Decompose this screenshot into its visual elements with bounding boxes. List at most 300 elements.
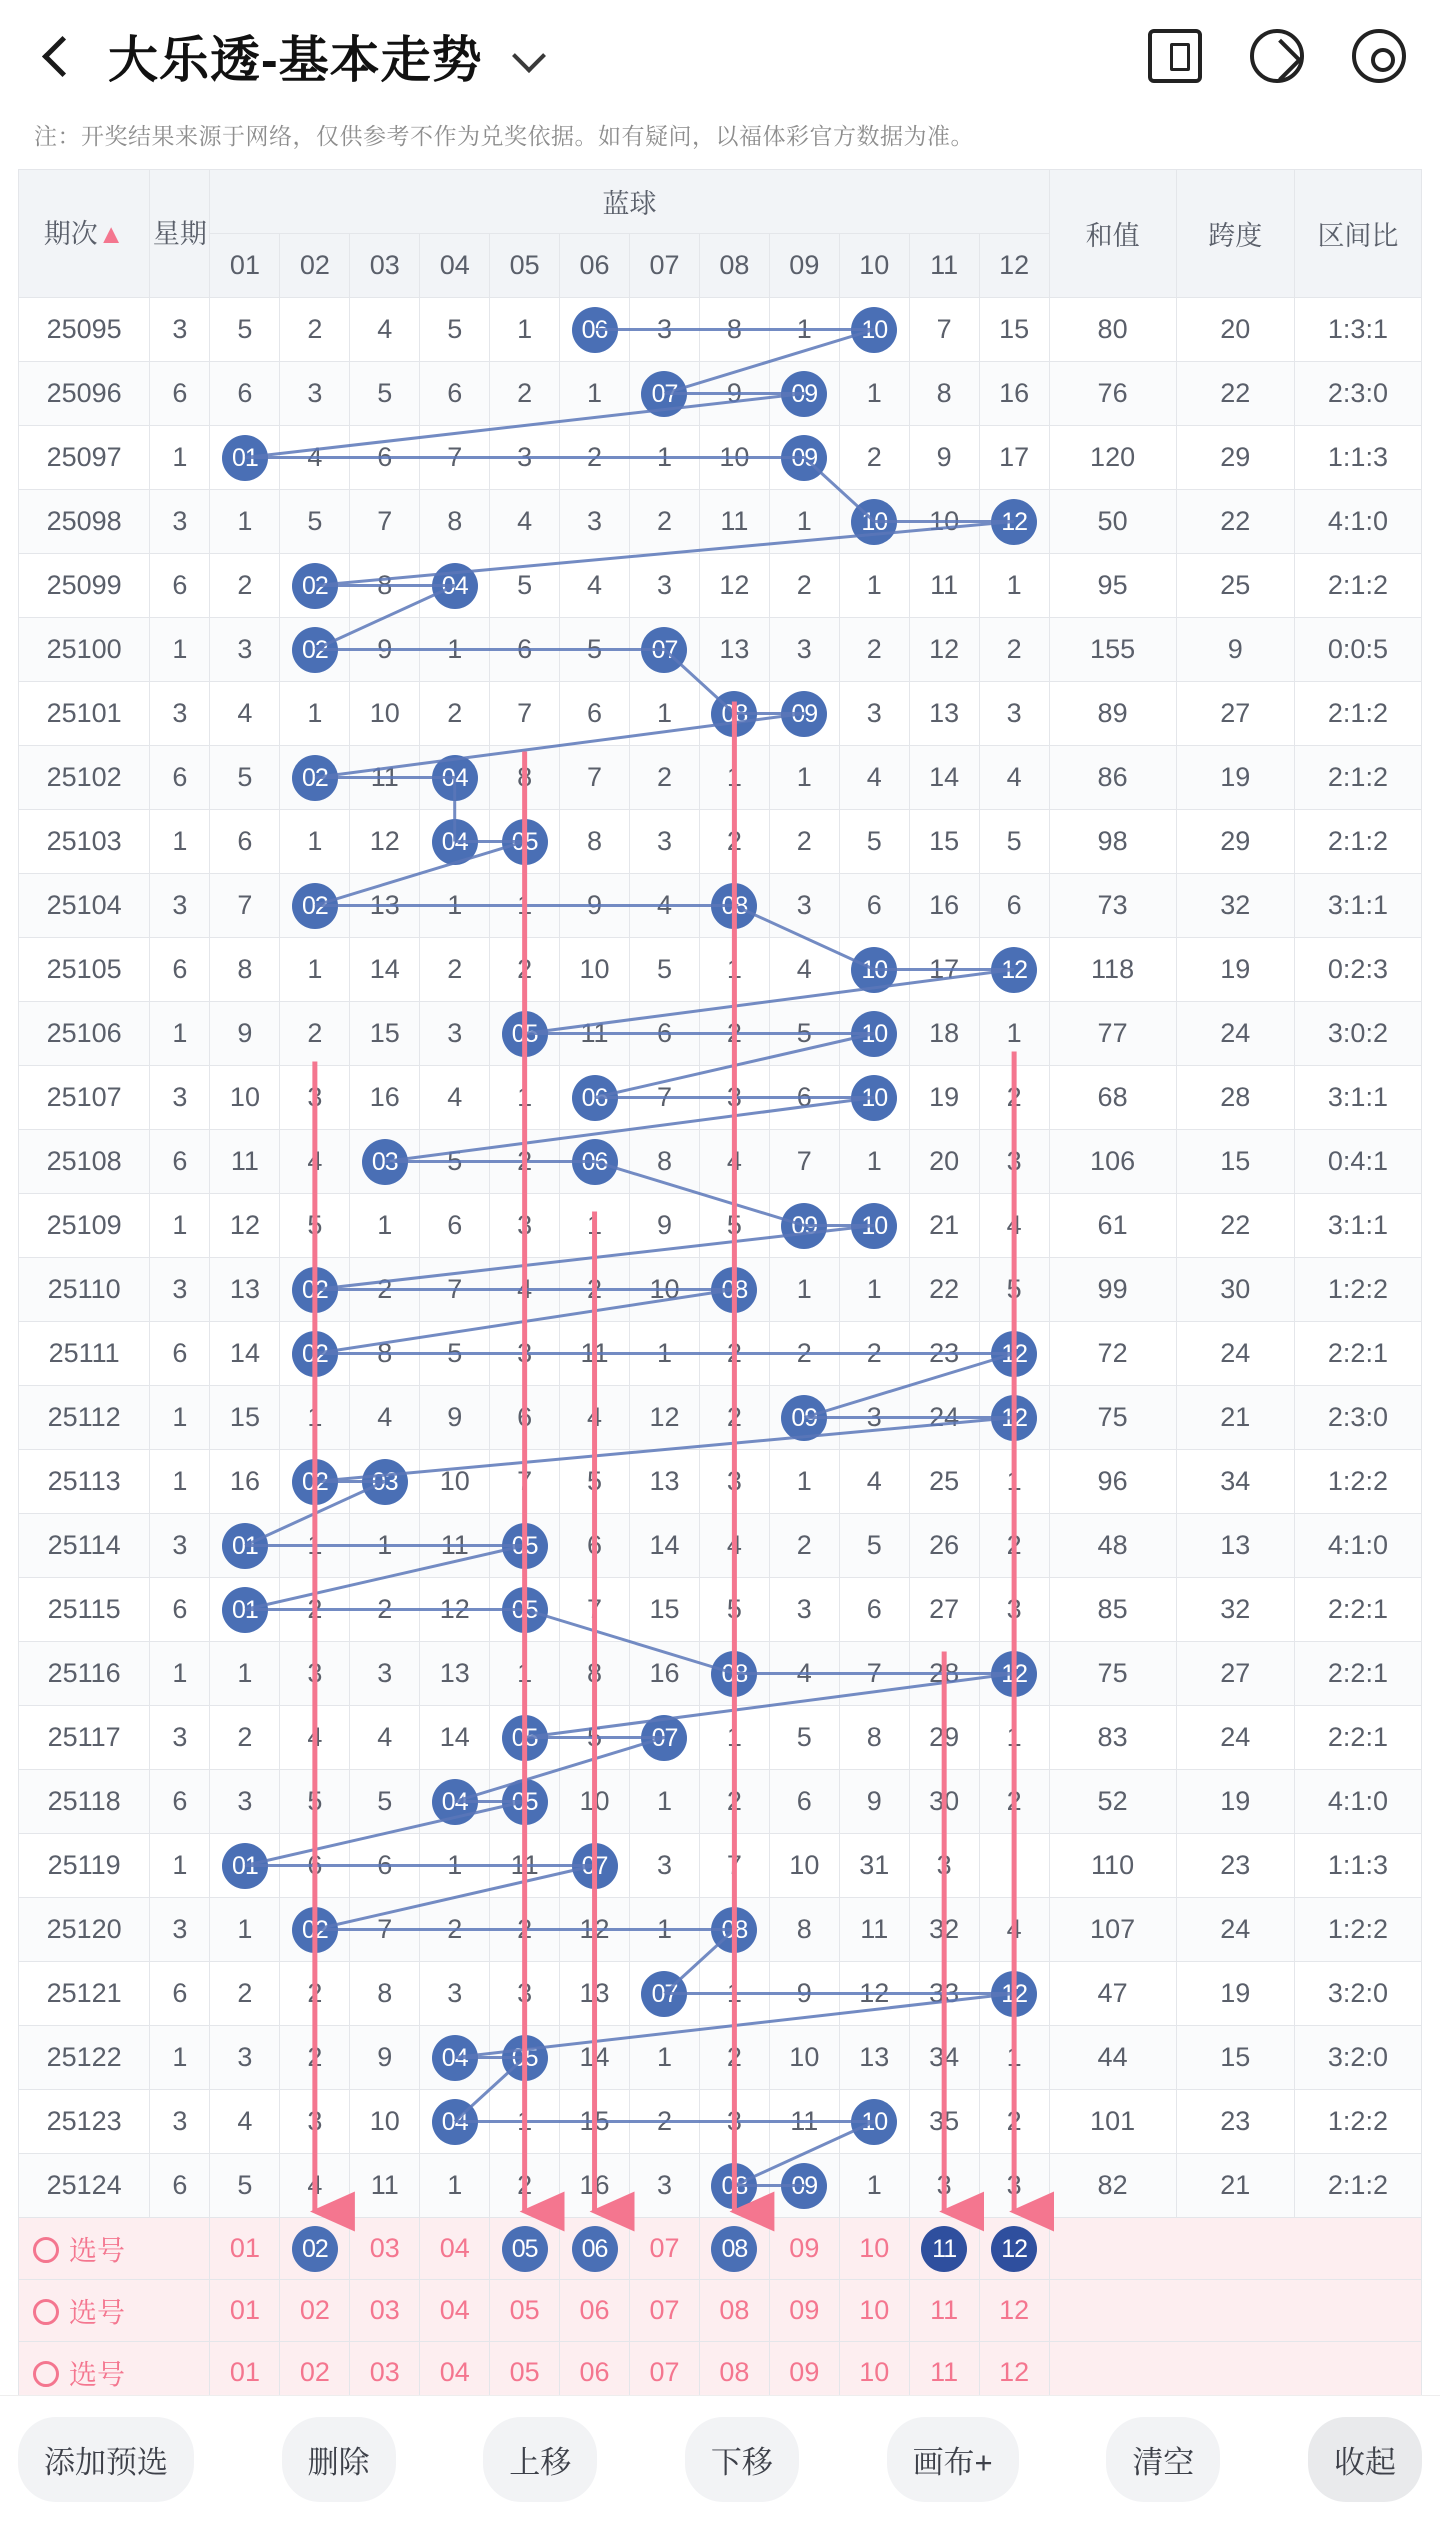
cell-ball[interactable]: 5: [490, 554, 560, 618]
cell-ball[interactable]: 3: [210, 2026, 280, 2090]
radio-unchecked-icon[interactable]: [33, 2361, 59, 2387]
cell-ball-hit[interactable]: 09: [769, 426, 839, 490]
canvas-add-button[interactable]: 画布+: [887, 2417, 1019, 2502]
cell-ball[interactable]: 4: [769, 1642, 839, 1706]
cell-ball[interactable]: 5: [560, 618, 630, 682]
cell-ball[interactable]: 3: [699, 1066, 769, 1130]
selector-ball-selected[interactable]: 05: [490, 2218, 560, 2280]
cell-ball[interactable]: 6: [560, 682, 630, 746]
cell-ball[interactable]: 3: [699, 1450, 769, 1514]
cell-ball-hit[interactable]: 06: [560, 1066, 630, 1130]
cell-ball[interactable]: 7: [699, 1834, 769, 1898]
cell-ball[interactable]: 3: [979, 682, 1049, 746]
cell-ball-hit[interactable]: 05: [490, 1514, 560, 1578]
cell-ball-hit[interactable]: 04: [420, 2026, 490, 2090]
cell-issue[interactable]: 25096: [19, 362, 150, 426]
col-header-issue[interactable]: 期次▲: [19, 170, 150, 298]
cell-issue[interactable]: 25100: [19, 618, 150, 682]
selector-ball[interactable]: 01: [210, 2280, 280, 2342]
cell-ball[interactable]: 4: [280, 2154, 350, 2218]
selector-ball[interactable]: 03: [350, 2280, 420, 2342]
cell-ball-hit[interactable]: 05: [490, 810, 560, 874]
cell-ball-hit[interactable]: 04: [420, 746, 490, 810]
cell-ball-hit[interactable]: 09: [769, 1386, 839, 1450]
selector-ball[interactable]: 04: [420, 2342, 490, 2404]
table-row[interactable]: [19, 1066, 1422, 1130]
selector-ball[interactable]: 11: [909, 2342, 979, 2404]
cell-ball-hit[interactable]: 02: [280, 1258, 350, 1322]
radio-unchecked-icon[interactable]: [33, 2237, 59, 2263]
clear-button[interactable]: 清空: [1106, 2417, 1220, 2502]
cell-ball[interactable]: 6: [560, 1514, 630, 1578]
cell-ball[interactable]: 10: [350, 2090, 420, 2154]
cell-ball-hit[interactable]: 02: [280, 1898, 350, 1962]
col-header-ball-03[interactable]: 03: [350, 234, 420, 298]
cell-ball[interactable]: 5: [420, 1130, 490, 1194]
cell-ball[interactable]: 8: [350, 1962, 420, 2026]
cell-ball[interactable]: 3: [630, 810, 700, 874]
selector-ball-selected[interactable]: 06: [560, 2218, 630, 2280]
cell-issue[interactable]: 25123: [19, 2090, 150, 2154]
cell-ball[interactable]: 2: [769, 810, 839, 874]
cell-ball[interactable]: 15: [630, 1578, 700, 1642]
cell-ball[interactable]: 9: [630, 1194, 700, 1258]
col-header-span[interactable]: 跨度: [1176, 170, 1294, 298]
selector-ball-selected[interactable]: 12: [979, 2218, 1049, 2280]
cell-ball[interactable]: 3: [560, 490, 630, 554]
cell-ball[interactable]: 3: [769, 1578, 839, 1642]
cell-ball-hit[interactable]: 10: [839, 2090, 909, 2154]
cell-ball[interactable]: 3: [350, 1642, 420, 1706]
col-header-ball-11[interactable]: 11: [909, 234, 979, 298]
cell-ball[interactable]: 9: [699, 362, 769, 426]
cell-ball[interactable]: 1: [560, 1194, 630, 1258]
selector-ball[interactable]: 10: [839, 2218, 909, 2280]
cell-ball[interactable]: 5: [560, 1706, 630, 1770]
cell-ball[interactable]: 7: [630, 1066, 700, 1130]
table-row[interactable]: [19, 1706, 1422, 1770]
cell-issue[interactable]: 25097: [19, 426, 150, 490]
cell-ball-hit[interactable]: 06: [560, 1130, 630, 1194]
cell-ball[interactable]: 2: [630, 746, 700, 810]
cell-ball[interactable]: 9: [210, 1002, 280, 1066]
table-row[interactable]: [19, 874, 1422, 938]
cell-ball[interactable]: 11: [350, 2154, 420, 2218]
panel-icon[interactable]: [1148, 29, 1202, 83]
selector-ball-selected[interactable]: 02: [280, 2218, 350, 2280]
cell-ball[interactable]: 1: [210, 490, 280, 554]
cell-ball-hit[interactable]: 09: [769, 1194, 839, 1258]
cell-ball[interactable]: 1: [420, 2154, 490, 2218]
selector-ball[interactable]: 07: [630, 2342, 700, 2404]
cell-ball[interactable]: 16: [210, 1450, 280, 1514]
table-row[interactable]: [19, 1898, 1422, 1962]
cell-ball[interactable]: 13: [560, 1962, 630, 2026]
cell-ball[interactable]: 4: [490, 490, 560, 554]
cell-ball[interactable]: 4: [350, 1706, 420, 1770]
cell-ball[interactable]: 9: [560, 874, 630, 938]
table-row[interactable]: [19, 490, 1422, 554]
cell-ball-hit[interactable]: 12: [979, 938, 1049, 1002]
selector-row[interactable]: [19, 2218, 1422, 2280]
cell-ball[interactable]: 1: [630, 1898, 700, 1962]
target-icon[interactable]: [1352, 29, 1406, 83]
cell-ball[interactable]: 5: [210, 298, 280, 362]
cell-ball[interactable]: 10: [769, 2026, 839, 2090]
selector-ball[interactable]: 01: [210, 2342, 280, 2404]
selector-ball[interactable]: 04: [420, 2280, 490, 2342]
table-row[interactable]: [19, 1962, 1422, 2026]
cell-ball[interactable]: 4: [280, 1130, 350, 1194]
cell-ball-hit[interactable]: 08: [699, 1898, 769, 1962]
cell-ball[interactable]: 13: [909, 682, 979, 746]
cell-ball[interactable]: 1: [280, 938, 350, 1002]
cell-ball[interactable]: 1: [280, 682, 350, 746]
cell-ball[interactable]: 3: [490, 426, 560, 490]
cell-ball[interactable]: 2: [699, 810, 769, 874]
col-header-ball-09[interactable]: 09: [769, 234, 839, 298]
cell-ball[interactable]: 2: [769, 1322, 839, 1386]
cell-ball[interactable]: 14: [210, 1322, 280, 1386]
cell-ball[interactable]: 1: [490, 874, 560, 938]
cell-ball[interactable]: 28: [909, 1642, 979, 1706]
cell-ball[interactable]: 2: [769, 1514, 839, 1578]
cell-ball[interactable]: 16: [560, 2154, 630, 2218]
table-row[interactable]: [19, 1130, 1422, 1194]
cell-ball[interactable]: 10: [699, 426, 769, 490]
cell-ball[interactable]: 8: [490, 746, 560, 810]
cell-ball[interactable]: 2: [699, 1002, 769, 1066]
cell-issue[interactable]: 25106: [19, 1002, 150, 1066]
cell-ball[interactable]: 1: [979, 1450, 1049, 1514]
cell-ball-hit[interactable]: 05: [490, 1770, 560, 1834]
cell-ball[interactable]: 5: [210, 2154, 280, 2218]
cell-issue[interactable]: 25105: [19, 938, 150, 1002]
cell-ball[interactable]: 3: [839, 682, 909, 746]
table-row[interactable]: [19, 938, 1422, 1002]
selector-ball[interactable]: 10: [839, 2342, 909, 2404]
cell-ball[interactable]: 6: [630, 1002, 700, 1066]
cell-ball-hit[interactable]: 10: [839, 1002, 909, 1066]
cell-ball[interactable]: 3: [490, 1322, 560, 1386]
cell-ball[interactable]: 3: [280, 2090, 350, 2154]
cell-ball[interactable]: 9: [350, 618, 420, 682]
cell-ball[interactable]: 1: [769, 746, 839, 810]
cell-ball[interactable]: 1: [280, 1386, 350, 1450]
cell-ball[interactable]: 1: [769, 1450, 839, 1514]
cell-ball[interactable]: 1: [350, 1514, 420, 1578]
cell-issue[interactable]: 25110: [19, 1258, 150, 1322]
cell-ball-hit[interactable]: 04: [420, 810, 490, 874]
cell-ball-hit[interactable]: 04: [420, 1770, 490, 1834]
cell-ball[interactable]: 25: [909, 1450, 979, 1514]
chevron-down-icon[interactable]: [509, 36, 549, 76]
cell-ball[interactable]: 3: [839, 1386, 909, 1450]
cell-ball[interactable]: 2: [839, 618, 909, 682]
cell-ball[interactable]: 4: [420, 1066, 490, 1130]
selector-ball[interactable]: 03: [350, 2342, 420, 2404]
cell-ball-hit[interactable]: 02: [280, 618, 350, 682]
cell-ball[interactable]: 1: [630, 1322, 700, 1386]
col-header-ball-07[interactable]: 07: [630, 234, 700, 298]
col-header-ball-08[interactable]: 08: [699, 234, 769, 298]
cell-ball[interactable]: 12: [420, 1578, 490, 1642]
cell-ball[interactable]: 12: [630, 1386, 700, 1450]
selector-ball[interactable]: 09: [769, 2218, 839, 2280]
cell-ball[interactable]: 3: [769, 618, 839, 682]
cell-ball[interactable]: 15: [909, 810, 979, 874]
cell-ball-hit[interactable]: 09: [769, 362, 839, 426]
table-row[interactable]: [19, 1834, 1422, 1898]
cell-ball[interactable]: 2: [490, 362, 560, 426]
cell-ball[interactable]: 2: [280, 298, 350, 362]
cell-ball[interactable]: 33: [909, 1962, 979, 2026]
add-preselect-button[interactable]: 添加预选: [18, 2417, 194, 2502]
col-header-ball-05[interactable]: 05: [490, 234, 560, 298]
cell-ball[interactable]: 32: [909, 1898, 979, 1962]
cell-ball[interactable]: 6: [420, 1194, 490, 1258]
selector-ball[interactable]: 02: [280, 2342, 350, 2404]
cell-ball[interactable]: 7: [420, 1258, 490, 1322]
col-header-ball-12[interactable]: 12: [979, 234, 1049, 298]
cell-ball[interactable]: 6: [839, 874, 909, 938]
cell-ball[interactable]: 2: [420, 938, 490, 1002]
cell-ball[interactable]: 1: [420, 874, 490, 938]
cell-ball[interactable]: 10: [560, 1770, 630, 1834]
cell-ball-hit[interactable]: 10: [839, 938, 909, 1002]
col-header-ball-04[interactable]: 04: [420, 234, 490, 298]
cell-ball[interactable]: 7: [769, 1130, 839, 1194]
cell-issue[interactable]: 25116: [19, 1642, 150, 1706]
cell-ball[interactable]: 8: [560, 810, 630, 874]
cell-ball[interactable]: 34: [909, 2026, 979, 2090]
cell-ball[interactable]: 10: [560, 938, 630, 1002]
cell-ball-hit[interactable]: 01: [210, 1834, 280, 1898]
cell-ball[interactable]: 2: [560, 426, 630, 490]
table-row[interactable]: [19, 1770, 1422, 1834]
cell-ball[interactable]: 11: [839, 1898, 909, 1962]
cell-ball[interactable]: 2: [630, 490, 700, 554]
cell-ball[interactable]: 12: [909, 618, 979, 682]
cell-ball[interactable]: 1: [699, 1706, 769, 1770]
cell-ball[interactable]: 11: [699, 490, 769, 554]
cell-ball[interactable]: 5: [769, 1706, 839, 1770]
cell-ball[interactable]: 3: [909, 2154, 979, 2218]
cell-ball[interactable]: 13: [420, 1642, 490, 1706]
cell-ball-hit[interactable]: 10: [839, 1066, 909, 1130]
table-row[interactable]: [19, 298, 1422, 362]
cell-ball[interactable]: 4: [560, 1386, 630, 1450]
cell-ball[interactable]: 11: [560, 1322, 630, 1386]
cell-ball[interactable]: 2: [979, 1066, 1049, 1130]
cell-ball[interactable]: 3: [630, 2154, 700, 2218]
cell-ball[interactable]: 19: [909, 1066, 979, 1130]
cell-ball-hit[interactable]: 03: [350, 1450, 420, 1514]
cell-ball[interactable]: 11: [769, 2090, 839, 2154]
cell-ball[interactable]: 8: [350, 554, 420, 618]
cell-ball[interactable]: 12: [560, 1898, 630, 1962]
cell-ball-hit[interactable]: 12: [979, 1322, 1049, 1386]
cell-ball[interactable]: 4: [280, 426, 350, 490]
cell-ball[interactable]: 6: [769, 1066, 839, 1130]
cell-ball[interactable]: 9: [420, 1386, 490, 1450]
selector-ball[interactable]: 09: [769, 2280, 839, 2342]
cell-ball[interactable]: 4: [560, 554, 630, 618]
cell-ball[interactable]: 20: [909, 1130, 979, 1194]
cell-ball-hit[interactable]: 09: [769, 2154, 839, 2218]
cell-ball[interactable]: 3: [280, 1642, 350, 1706]
cell-issue[interactable]: 25099: [19, 554, 150, 618]
cell-ball-hit[interactable]: 08: [699, 2154, 769, 2218]
cell-ball[interactable]: 3: [909, 1834, 979, 1898]
cell-ball[interactable]: 1: [769, 298, 839, 362]
cell-ball[interactable]: 5: [280, 1194, 350, 1258]
cell-ball[interactable]: 8: [769, 1898, 839, 1962]
cell-ball-hit[interactable]: 05: [490, 1706, 560, 1770]
cell-ball[interactable]: 1: [839, 1258, 909, 1322]
selector-ball[interactable]: 11: [909, 2280, 979, 2342]
selector-ball[interactable]: 10: [839, 2280, 909, 2342]
table-row[interactable]: [19, 1642, 1422, 1706]
cell-ball[interactable]: 2: [979, 2090, 1049, 2154]
cell-issue[interactable]: 25103: [19, 810, 150, 874]
cell-ball[interactable]: 6: [350, 426, 420, 490]
selector-ball[interactable]: 07: [630, 2280, 700, 2342]
cell-ball[interactable]: 13: [210, 1258, 280, 1322]
cell-ball[interactable]: 3: [630, 1834, 700, 1898]
cell-ball[interactable]: 3: [979, 1578, 1049, 1642]
cell-ball[interactable]: 4: [839, 1450, 909, 1514]
selector-ball[interactable]: 03: [350, 2218, 420, 2280]
cell-ball[interactable]: 21: [909, 1194, 979, 1258]
cell-ball-hit[interactable]: 10: [839, 1194, 909, 1258]
cell-ball-hit[interactable]: 02: [280, 1322, 350, 1386]
cell-ball-hit[interactable]: 10: [839, 490, 909, 554]
cell-ball[interactable]: 8: [630, 1130, 700, 1194]
cell-ball[interactable]: 2: [630, 2090, 700, 2154]
cell-ball-hit[interactable]: 01: [210, 426, 280, 490]
cell-ball[interactable]: 35: [909, 2090, 979, 2154]
cell-ball[interactable]: 10: [630, 1258, 700, 1322]
selector-label[interactable]: 选号: [19, 2342, 210, 2404]
cell-issue[interactable]: 25113: [19, 1450, 150, 1514]
cell-ball-hit[interactable]: 10: [839, 298, 909, 362]
cell-ball[interactable]: 7: [560, 1578, 630, 1642]
selector-ball[interactable]: 12: [979, 2280, 1049, 2342]
cell-ball[interactable]: 6: [210, 810, 280, 874]
cell-ball-hit[interactable]: 05: [490, 1002, 560, 1066]
cell-ball[interactable]: 8: [909, 362, 979, 426]
cell-ball[interactable]: 14: [420, 1706, 490, 1770]
cell-ball[interactable]: 5: [420, 298, 490, 362]
cell-ball[interactable]: 1: [979, 2026, 1049, 2090]
cell-ball[interactable]: 1: [979, 1706, 1049, 1770]
cell-ball[interactable]: 8: [420, 490, 490, 554]
cell-ball[interactable]: 2: [210, 554, 280, 618]
cell-ball[interactable]: 1: [979, 1002, 1049, 1066]
cell-ball[interactable]: 1: [490, 1066, 560, 1130]
cell-ball[interactable]: 7: [839, 1642, 909, 1706]
cell-ball[interactable]: 4: [350, 298, 420, 362]
cell-ball[interactable]: 16: [350, 1066, 420, 1130]
cell-ball[interactable]: 3: [420, 1962, 490, 2026]
cell-ball[interactable]: 2: [490, 1130, 560, 1194]
cell-ball[interactable]: 1: [630, 2026, 700, 2090]
selector-ball[interactable]: 05: [490, 2342, 560, 2404]
cell-issue[interactable]: 25121: [19, 1962, 150, 2026]
cell-issue[interactable]: 25095: [19, 298, 150, 362]
cell-ball[interactable]: 14: [909, 746, 979, 810]
cell-ball-hit[interactable]: 02: [280, 874, 350, 938]
selector-ball-selected[interactable]: 11: [909, 2218, 979, 2280]
cell-ball[interactable]: 5: [769, 1002, 839, 1066]
selector-ball[interactable]: 09: [769, 2342, 839, 2404]
table-row[interactable]: [19, 2154, 1422, 2218]
cell-ball[interactable]: 24: [909, 1386, 979, 1450]
cell-ball[interactable]: 16: [630, 1642, 700, 1706]
col-header-week[interactable]: 星期: [150, 170, 210, 298]
cell-ball[interactable]: 1: [839, 1130, 909, 1194]
cell-ball[interactable]: 3: [699, 2090, 769, 2154]
cell-ball[interactable]: 2: [280, 1962, 350, 2026]
cell-ball[interactable]: 6: [839, 1578, 909, 1642]
cell-ball[interactable]: 5: [280, 1770, 350, 1834]
cell-ball[interactable]: 1: [699, 938, 769, 1002]
table-row[interactable]: [19, 2090, 1422, 2154]
cell-ball[interactable]: 5: [560, 1450, 630, 1514]
cell-ball-hit[interactable]: 04: [420, 554, 490, 618]
col-header-ball-02[interactable]: 02: [280, 234, 350, 298]
cell-ball-hit[interactable]: 07: [630, 1706, 700, 1770]
move-up-button[interactable]: 上移: [483, 2417, 597, 2502]
cell-ball[interactable]: 2: [210, 1962, 280, 2026]
selector-ball[interactable]: 06: [560, 2342, 630, 2404]
cell-ball[interactable]: 1: [350, 1194, 420, 1258]
selector-ball[interactable]: 01: [210, 2218, 280, 2280]
cell-ball[interactable]: 5: [350, 1770, 420, 1834]
cell-ball[interactable]: 6: [280, 1834, 350, 1898]
cell-ball-hit[interactable]: 07: [630, 362, 700, 426]
cell-ball[interactable]: 1: [420, 618, 490, 682]
table-row[interactable]: [19, 746, 1422, 810]
cell-ball-hit[interactable]: 06: [560, 298, 630, 362]
cell-ball[interactable]: 14: [560, 2026, 630, 2090]
cell-ball[interactable]: 6: [210, 362, 280, 426]
cell-ball[interactable]: 30: [909, 1770, 979, 1834]
cell-ball[interactable]: 2: [490, 2154, 560, 2218]
cell-ball[interactable]: 11: [909, 554, 979, 618]
cell-ball[interactable]: 1: [699, 746, 769, 810]
cell-ball[interactable]: [979, 1834, 1049, 1898]
selector-label[interactable]: 选号: [19, 2280, 210, 2342]
selector-ball[interactable]: 12: [979, 2342, 1049, 2404]
cell-ball[interactable]: 6: [769, 1770, 839, 1834]
cell-ball[interactable]: 7: [420, 426, 490, 490]
table-row[interactable]: [19, 1578, 1422, 1642]
cell-ball[interactable]: 13: [839, 2026, 909, 2090]
cell-ball[interactable]: 3: [420, 1002, 490, 1066]
cell-ball[interactable]: 16: [909, 874, 979, 938]
table-row[interactable]: [19, 1386, 1422, 1450]
cell-ball[interactable]: 15: [210, 1386, 280, 1450]
cell-ball[interactable]: 5: [979, 1258, 1049, 1322]
cell-ball[interactable]: 4: [350, 1386, 420, 1450]
cell-issue[interactable]: 25124: [19, 2154, 150, 2218]
cell-ball[interactable]: 1: [699, 1962, 769, 2026]
cell-ball[interactable]: 5: [839, 1514, 909, 1578]
cell-ball[interactable]: 3: [630, 298, 700, 362]
cell-issue[interactable]: 25098: [19, 490, 150, 554]
